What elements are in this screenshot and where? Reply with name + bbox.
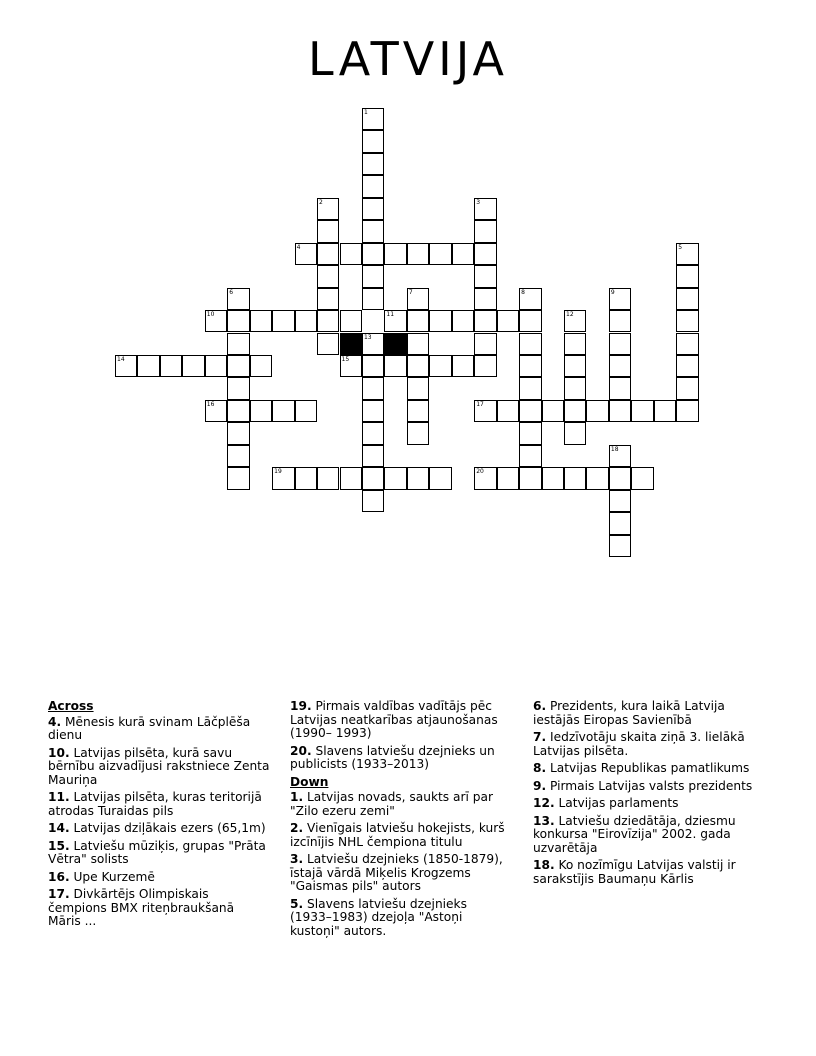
grid-cell[interactable] (474, 220, 496, 242)
grid-cell[interactable] (362, 445, 384, 467)
clue-item-text: Latviešu mūziķis, grupas "Prāta Vētra" solists (48, 838, 266, 866)
grid-cell[interactable] (362, 153, 384, 175)
grid-cell[interactable] (340, 243, 362, 265)
grid-cell[interactable] (429, 310, 451, 332)
clue-item-text: Latvijas Republikas pamatlikums (546, 761, 750, 775)
grid-cell[interactable] (474, 355, 496, 377)
grid-cell[interactable] (542, 467, 564, 489)
grid-cell[interactable] (542, 400, 564, 422)
clue-number: 6 (229, 288, 234, 296)
grid-cell[interactable] (272, 400, 294, 422)
grid-cell[interactable] (227, 355, 249, 377)
grid-cell[interactable] (609, 467, 631, 489)
grid-cell[interactable] (609, 445, 631, 467)
black-cell (340, 333, 362, 355)
clue-number: 14 (117, 355, 125, 363)
clue-item-number: 3. (290, 852, 304, 866)
grid-cell[interactable] (384, 355, 406, 377)
clue-item (533, 762, 755, 776)
grid-cell[interactable] (609, 490, 631, 512)
grid-cell[interactable] (676, 377, 698, 399)
grid-cell[interactable] (137, 355, 159, 377)
grid-cell[interactable] (519, 422, 541, 444)
grid-cell[interactable] (407, 355, 429, 377)
grid-cell[interactable] (362, 467, 384, 489)
grid-cell[interactable] (474, 243, 496, 265)
grid-cell[interactable] (407, 467, 429, 489)
grid-cell[interactable] (609, 310, 631, 332)
grid-cell[interactable] (295, 310, 317, 332)
clue-number: 8 (521, 288, 525, 296)
clue-item (533, 700, 755, 727)
grid-cell[interactable] (362, 333, 384, 355)
grid-cell[interactable] (317, 310, 339, 332)
grid-cell[interactable] (519, 467, 541, 489)
clue-number: 4 (296, 243, 301, 251)
clue-number: 10 (206, 311, 215, 319)
grid-cell[interactable] (362, 108, 384, 130)
grid-cell[interactable] (474, 198, 496, 220)
clue-number: 16 (206, 400, 215, 408)
clue-item-number: 19. (290, 699, 312, 713)
grid-cell[interactable] (407, 288, 429, 310)
clue-item-text: Iedzīvotāju skaita ziņā 3. lielākā Latvijas pilsēta. (533, 730, 745, 758)
grid-cell[interactable] (609, 333, 631, 355)
clue-item-text: Slavens latviešu dzejnieks (1933–1983) dzejoļa "Astoņi kustoņi" autors. (290, 896, 467, 938)
grid-cell[interactable] (676, 333, 698, 355)
grid-cell[interactable] (317, 220, 339, 242)
grid-cell[interactable] (250, 400, 272, 422)
clue-item-text: Mēnesis kurā svinam Lāčplēša dienu (48, 714, 251, 742)
clue-item (533, 731, 755, 758)
clue-item-number: 18. (533, 858, 555, 872)
clue-item-number: 5. (290, 896, 304, 911)
clue-number: 1 (363, 109, 368, 116)
clue-item-text: Ko nozīmīgu Latvijas valstij ir sarakstījis Baumaņu Kārlis (533, 858, 736, 886)
clue-number: 15 (341, 355, 350, 363)
clue-item-text: Upe Kurzemē (69, 869, 155, 884)
grid-cell[interactable] (227, 422, 249, 444)
grid-cell[interactable] (519, 445, 541, 467)
clue-number: 11 (386, 311, 395, 319)
grid-cell[interactable] (429, 355, 451, 377)
grid-cell[interactable] (676, 310, 698, 332)
grid-cell[interactable] (205, 355, 227, 377)
grid-cell[interactable] (519, 333, 541, 355)
clue-item (533, 780, 755, 794)
clue-item (48, 871, 270, 885)
grid-cell[interactable] (586, 400, 608, 422)
grid-cell[interactable] (609, 288, 631, 310)
across-heading: Across (48, 699, 94, 713)
grid-cell[interactable] (497, 400, 519, 422)
clue-number: 18 (610, 445, 619, 453)
clue-item-number: 17. (48, 887, 70, 901)
grid-cell[interactable] (115, 355, 137, 377)
clue-number: 17 (476, 400, 484, 408)
grid-cell[interactable] (227, 333, 249, 355)
grid-cell[interactable] (317, 198, 339, 220)
clue-item-number: 9. (533, 778, 547, 793)
clue-item-text: Latviešu dziedātāja, dziesmu konkursa "Eirovīzija" 2002. gada uzvarētāja (533, 813, 736, 855)
grid-cell[interactable] (272, 467, 294, 489)
clue-item (290, 700, 512, 741)
grid-cell[interactable] (429, 243, 451, 265)
grid-cell[interactable] (362, 220, 384, 242)
grid-cell[interactable] (205, 400, 227, 422)
grid-cell[interactable] (586, 467, 608, 489)
grid-cell[interactable] (519, 288, 541, 310)
clue-item-text: Latvijas pilsēta, kurā savu bērnību aizvadījusi rakstniece Zenta Mauriņa (48, 745, 270, 787)
across-clue-list-continued (290, 700, 512, 772)
grid-cell[interactable] (227, 377, 249, 399)
grid-cell[interactable] (676, 355, 698, 377)
clue-item-number: 8. (533, 761, 547, 775)
clue-item-text: Latvijas novads, saukts arī par "Zilo ezeru zemi" (290, 790, 493, 818)
grid-cell[interactable] (407, 333, 429, 355)
grid-cell[interactable] (407, 422, 429, 444)
clue-number: 3 (476, 198, 481, 206)
grid-cell[interactable] (272, 310, 294, 332)
grid-cell[interactable] (384, 310, 406, 332)
grid-cell[interactable] (407, 377, 429, 399)
grid-cell[interactable] (474, 400, 496, 422)
grid-cell[interactable] (474, 265, 496, 287)
clue-item (290, 853, 512, 894)
grid-cell[interactable] (564, 310, 586, 332)
grid-cell[interactable] (452, 243, 474, 265)
grid-cell[interactable] (519, 377, 541, 399)
black-cell (384, 333, 406, 355)
clue-item-text: Divkārtējs Olimpiskais čempions BMX riteņbraukšanā Māris ... (48, 887, 235, 928)
grid-cell[interactable] (250, 355, 272, 377)
grid-cell[interactable] (676, 243, 698, 265)
grid-cell[interactable] (564, 422, 586, 444)
grid-cell[interactable] (519, 310, 541, 332)
clue-number: 20 (476, 468, 484, 476)
clue-item (48, 716, 270, 743)
clue-item-text: Prezidents, kura laikā Latvija iestājās Eiropas Savienībā (533, 699, 725, 727)
down-clue-list (290, 791, 512, 938)
grid-cell[interactable] (227, 400, 249, 422)
grid-cell[interactable] (631, 467, 653, 489)
grid-cell[interactable] (362, 422, 384, 444)
clue-number: 12 (566, 311, 574, 319)
grid-cell[interactable] (609, 512, 631, 534)
grid-cell[interactable] (317, 467, 339, 489)
grid-cell[interactable] (564, 400, 586, 422)
grid-cell[interactable] (384, 467, 406, 489)
grid-cell[interactable] (295, 400, 317, 422)
clue-item-number: 6. (533, 699, 547, 713)
down-clue-list-continued (533, 700, 755, 886)
page-title: LATVIJA (308, 32, 508, 86)
grid-cell[interactable] (384, 243, 406, 265)
grid-cell[interactable] (362, 288, 384, 310)
clue-item-number: 16. (48, 869, 70, 884)
grid-cell[interactable] (362, 490, 384, 512)
grid-cell[interactable] (362, 130, 384, 152)
clue-item-number: 1. (290, 790, 304, 804)
clue-item-number: 15. (48, 838, 70, 853)
grid-cell[interactable] (497, 310, 519, 332)
grid-cell[interactable] (429, 467, 451, 489)
clue-item-number: 13. (533, 813, 555, 828)
clue-item (290, 822, 512, 849)
clue-item (533, 797, 755, 811)
clue-item (48, 888, 270, 929)
clue-item (533, 859, 755, 886)
clues-column-1 (48, 700, 270, 933)
grid-cell[interactable] (676, 265, 698, 287)
grid-cell[interactable] (474, 467, 496, 489)
grid-cell[interactable] (564, 333, 586, 355)
clue-number: 2 (319, 198, 323, 206)
grid-cell[interactable] (340, 310, 362, 332)
clue-number: 9 (610, 288, 615, 296)
grid-cell[interactable] (564, 355, 586, 377)
grid-cell[interactable] (609, 355, 631, 377)
grid-cell[interactable] (407, 400, 429, 422)
clue-number: 19 (274, 468, 282, 476)
clue-item-number: 20. (290, 743, 312, 758)
grid-cell[interactable] (676, 288, 698, 310)
grid-cell[interactable] (362, 377, 384, 399)
clue-item-number: 2. (290, 821, 304, 835)
grid-cell[interactable] (317, 265, 339, 287)
clue-item-text: Pirmais Latvijas valsts prezidents (546, 778, 753, 793)
clue-item-number: 4. (48, 714, 62, 729)
clue-item-text: Pirmais valdības vadītājs pēc Latvijas neatkarības atjaunošanas (1990– 1993) (290, 699, 498, 740)
grid-cell[interactable] (362, 265, 384, 287)
clue-item-text: Latvijas dziļākais ezers (65,1m) (69, 821, 266, 835)
crossword-grid (115, 108, 700, 560)
clue-item-number: 12. (533, 796, 555, 810)
grid-cell[interactable] (295, 467, 317, 489)
grid-cell[interactable] (317, 288, 339, 310)
clue-number: 7 (408, 288, 413, 296)
grid-cell[interactable] (609, 535, 631, 557)
grid-cell[interactable] (160, 355, 182, 377)
grid-cell[interactable] (295, 243, 317, 265)
clue-item-text: Latvijas parlaments (554, 796, 679, 810)
down-heading: Down (290, 774, 329, 789)
clue-item-text: Slavens latviešu dzejnieks un publicists (1933–2013) (290, 743, 495, 771)
clue-item-text: Vienīgais latviešu hokejists, kurš izcīnījis NHL čempiona titulu (290, 821, 505, 849)
grid-cell[interactable] (227, 467, 249, 489)
grid-cell[interactable] (676, 400, 698, 422)
grid-cell[interactable] (497, 467, 519, 489)
clues-column-3 (533, 700, 755, 890)
grid-cell[interactable] (519, 355, 541, 377)
clue-item (290, 791, 512, 818)
grid-cell[interactable] (474, 288, 496, 310)
clue-item-text: Latvijas pilsēta, kuras teritorijā atrodas Turaidas pils (48, 790, 262, 818)
clue-item-number: 14. (48, 821, 70, 835)
grid-cell[interactable] (519, 400, 541, 422)
clue-item (290, 898, 512, 939)
grid-cell[interactable] (362, 355, 384, 377)
grid-cell[interactable] (407, 243, 429, 265)
clue-item (48, 840, 270, 867)
grid-cell[interactable] (362, 175, 384, 197)
clue-item-number: 10. (48, 745, 70, 760)
grid-cell[interactable] (609, 377, 631, 399)
grid-cell[interactable] (362, 400, 384, 422)
clue-number: 13 (363, 333, 372, 341)
grid-cell[interactable] (182, 355, 204, 377)
across-clue-list (48, 716, 270, 929)
clue-item (48, 791, 270, 818)
grid-cell[interactable] (227, 288, 249, 310)
grid-cell[interactable] (452, 355, 474, 377)
grid-cell[interactable] (205, 310, 227, 332)
clues-column-2 (290, 700, 512, 942)
grid-cell[interactable] (250, 310, 272, 332)
grid-cell[interactable] (340, 355, 362, 377)
grid-cell[interactable] (227, 445, 249, 467)
grid-cell[interactable] (474, 333, 496, 355)
clue-item (533, 815, 755, 856)
grid-cell[interactable] (609, 400, 631, 422)
grid-cell[interactable] (564, 467, 586, 489)
grid-cell[interactable] (362, 198, 384, 220)
clue-item-number: 11. (48, 790, 70, 804)
clue-item (48, 822, 270, 836)
grid-cell[interactable] (362, 243, 384, 265)
clue-number: 5 (678, 243, 683, 251)
grid-cell[interactable] (317, 333, 339, 355)
grid-cell[interactable] (654, 400, 676, 422)
clue-item (290, 745, 512, 772)
grid-cell[interactable] (564, 377, 586, 399)
grid-cell[interactable] (340, 467, 362, 489)
grid-cell[interactable] (317, 243, 339, 265)
grid-cell[interactable] (474, 310, 496, 332)
clue-item-number: 7. (533, 730, 547, 744)
grid-cell[interactable] (452, 310, 474, 332)
clue-item (48, 747, 270, 788)
clue-item-text: Latviešu dzejnieks (1850-1879), īstajā vārdā Miķelis Krogzems "Gaismas pils" autors (290, 852, 503, 893)
grid-cell[interactable] (631, 400, 653, 422)
grid-cell[interactable] (407, 310, 429, 332)
grid-cell[interactable] (227, 310, 249, 332)
